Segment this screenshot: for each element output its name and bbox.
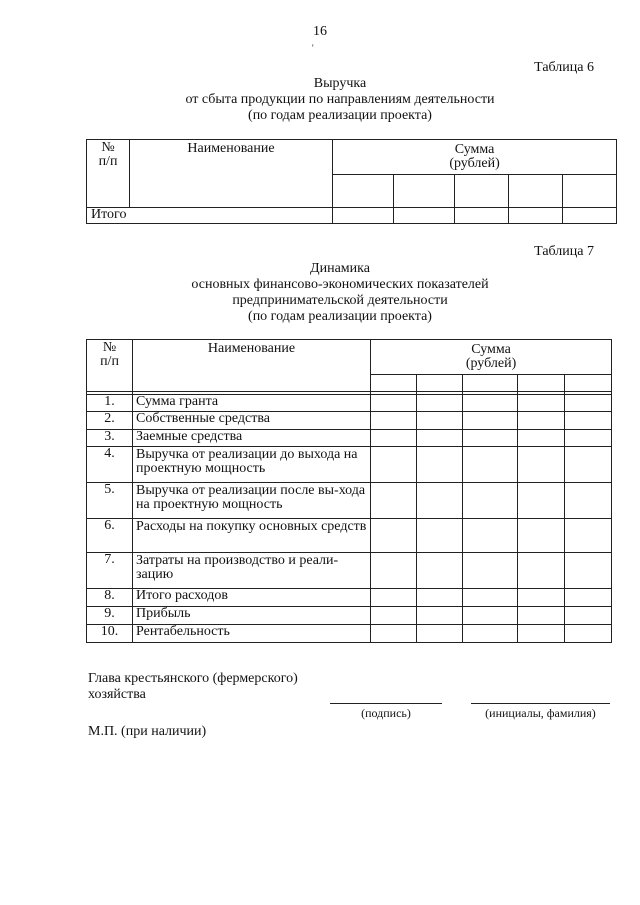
table7-year-cell — [565, 375, 612, 392]
table7-row-num: 8. — [87, 589, 133, 607]
table7-row-num: 2. — [87, 412, 133, 430]
table7-year-cell — [417, 375, 463, 392]
table6-year-cell — [509, 175, 563, 208]
table7-title-line: (по годам реализации проекта) — [248, 309, 432, 324]
table7-year-cell — [463, 375, 518, 392]
table6-year-cell — [333, 175, 394, 208]
table6-total-label: Итого — [87, 208, 333, 224]
table6-year-cell — [563, 175, 617, 208]
table7-row-num: 9. — [87, 607, 133, 625]
table6 — [86, 139, 617, 224]
head-title — [88, 671, 298, 703]
signature-caption: (подпись) — [361, 706, 411, 720]
table7-row-num: 7. — [87, 553, 133, 589]
table7-row-name: Выручка от реализации после вы-хода на проектную мощность — [133, 483, 371, 519]
table7-row-num: 5. — [87, 483, 133, 519]
table7-row-name: Прибыль — [133, 607, 371, 625]
page-number: 16 — [313, 24, 327, 39]
table7-title-line: предпринимательской деятельности — [232, 293, 448, 308]
table6-label: Таблица 6 — [534, 60, 594, 75]
table7-row-name: Собственные средства — [133, 412, 371, 430]
table7-row-name: Рентабельность — [133, 625, 371, 643]
table6-total-cell — [394, 208, 455, 224]
table6-title-line: (по годам реализации проекта) — [248, 108, 432, 123]
table7-row-num: 6. — [87, 519, 133, 553]
table7-title-line: основных финансово-экономических показателей — [191, 277, 489, 292]
table7-row-name: Расходы на покупку основных средств — [133, 519, 371, 553]
table6-year-cell — [394, 175, 455, 208]
table6-title-line: Выручка — [313, 76, 367, 91]
name-line — [471, 703, 610, 704]
table7-header-num: № п/п — [87, 340, 133, 392]
table7-header-sum: Сумма (рублей) — [371, 340, 612, 375]
head-title-line: хозяйства — [88, 687, 146, 702]
head-title-line: Глава крестьянского (фермерского) — [88, 671, 298, 686]
table6-title-line: от сбыта продукции по направлениям деятельности — [185, 92, 495, 107]
table7-title — [40, 261, 640, 325]
table7-row-num: 10. — [87, 625, 133, 643]
table6-header-num: № п/п — [87, 140, 130, 208]
stamp-label: М.П. (при наличии) — [88, 724, 207, 739]
table6-header-name: Наименование — [130, 140, 333, 208]
table7-year-cell — [371, 375, 417, 392]
table7-row-name: Затраты на производство и реали-зацию — [133, 553, 371, 589]
table6-title — [40, 76, 640, 124]
table6-total-cell — [563, 208, 617, 224]
table7-year-cell — [518, 375, 565, 392]
table7-row-num: 3. — [87, 430, 133, 447]
signature-line — [330, 703, 442, 704]
table7-row-num: 1. — [87, 395, 133, 412]
table7-header-name: Наименование — [133, 340, 371, 392]
table7-row-num: 4. — [87, 447, 133, 483]
name-caption: (инициалы, фамилия) — [485, 706, 596, 720]
table7-row-name: Сумма гранта — [133, 395, 371, 412]
table6-total-cell — [455, 208, 509, 224]
table7-label: Таблица 7 — [534, 244, 594, 259]
table6-total-cell — [333, 208, 394, 224]
table6-total-cell — [509, 208, 563, 224]
table7-row-name: Заемные средства — [133, 430, 371, 447]
table6-year-cell — [455, 175, 509, 208]
table6-header-sum: Сумма (рублей) — [333, 140, 617, 175]
table7-title-line: Динамика — [310, 261, 370, 276]
table7 — [86, 339, 612, 643]
table7-row-name: Итого расходов — [133, 589, 371, 607]
stray-mark: ' — [312, 43, 314, 53]
table7-row-name: Выручка от реализации до выхода на проектную мощность — [133, 447, 371, 483]
